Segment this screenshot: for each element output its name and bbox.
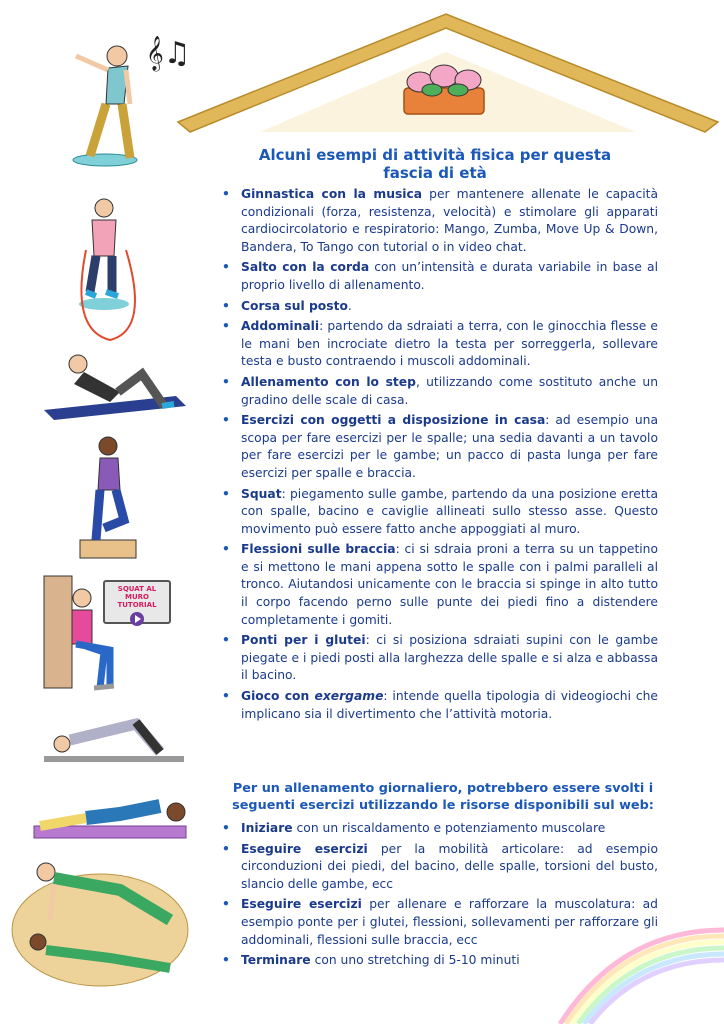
item-text: per la mobilità articolare: ad esempio circonduzioni dei piedi, del bacino, delle spalle, torsioni del busto, slancio delle gambe, ecc <box>241 841 658 891</box>
item-text: , utilizzando come sostituto anche un gradino delle scale di casa. <box>241 374 658 407</box>
list-item <box>222 632 658 685</box>
list-item <box>222 298 658 316</box>
daily-plan-list <box>222 820 658 973</box>
item-text: con un riscaldamento e potenziamento muscolare <box>292 821 606 835</box>
list-item <box>222 259 658 294</box>
item-heading: Ponti per i glutei <box>241 633 366 648</box>
list-item <box>222 486 658 539</box>
item-text: con uno stretching di 5-10 minuti <box>310 953 520 968</box>
list-item <box>222 541 658 629</box>
item-text: : intende quella tipologia di videogiochi che implicano sia il divertimento che l’attività motoria. <box>241 689 658 721</box>
item-heading-italic: exergame <box>314 689 384 704</box>
item-heading: Corsa sul posto <box>241 298 348 313</box>
pushup-icon <box>12 863 188 986</box>
item-heading: Esercizi con oggetti a disposizione in casa <box>241 413 546 428</box>
list-item <box>222 186 658 256</box>
item-heading: Salto con la corda <box>241 260 370 275</box>
item-heading: Ginnastica con la musica <box>241 187 423 201</box>
item-text: : partendo da sdraiati a terra, con le ginocchia flesse e le mani ben incrociate dietro la testa per sorreggerla, sollevare testa e busto contraendo i muscoli addominali. <box>241 319 658 369</box>
item-heading: Eseguire esercizi <box>241 841 368 856</box>
list-item <box>222 374 658 409</box>
item-text: : ci si sdraia proni a terra su un tappetino e si mettono le mani appena sotto le spalle con i palmi paralleli al tronco. Aiutandosi unicamente con le braccia si spinge in alto tutto il corpo facendo perno sulle punte dei piedi fino a distendere completamente i gomiti. <box>241 542 659 627</box>
item-text: : ad esempio una scopa per fare esercizi per le spalle; una sedia davanti a un tavolo per fare esercizi per le gambe; un pacco di pasta lunga per fare esercizi per spalle e braccia. <box>241 413 658 480</box>
squat-tutorial-video-button[interactable] <box>103 580 171 624</box>
item-text: : ci si posiziona sdraiati supini con le gambe piegate e i piedi posti alla larghezza delle spalle e si alza e abbassa il bacino. <box>241 633 659 683</box>
item-heading: Flessioni sulle braccia <box>241 542 396 557</box>
glute-bridge-icon <box>44 722 184 762</box>
item-heading: Allenamento con lo step <box>241 374 416 389</box>
item-heading: Terminare <box>241 953 311 968</box>
list-item <box>222 688 658 723</box>
item-heading: Gioco con <box>241 689 315 704</box>
list-item <box>222 318 658 371</box>
item-text: per mantenere allenate le capacità condizionali (forza, resistenza, velocità) e stimolare gli apparati cardiocircolatorio e respiratorio: Mango, Zumba, Move Up & Down, Bandera, To Tango con tutorial o in video chat. <box>241 187 658 254</box>
daily-intro: Per un allenamento giornaliero, potrebbero essere svolti i seguenti esercizi utilizzando le risorse disponibili sul web: <box>232 781 654 813</box>
item-heading: Iniziare <box>241 821 293 835</box>
item-text: per allenare e rafforzare la muscolatura: ad esempio ponte per i glutei, flessioni, sollevamenti per rafforzare gli addominali, flessioni sulle braccia, ecc <box>241 897 658 947</box>
item-text: : piegamento sulle gambe, partendo da una posizione eretta con spalle, bacino e caviglie allineati sullo stesso asse. Questo movimento può essere fatto anche appoggiati al muro. <box>241 486 658 536</box>
house-roof-illustration <box>0 0 724 140</box>
tutorial-label: SQUAT AL MURO TUTORIAL <box>117 585 157 609</box>
list-item <box>222 820 658 838</box>
activities-list <box>222 186 658 726</box>
music-notes-icon: 𝄞♫ <box>146 36 191 71</box>
play-icon <box>130 612 144 626</box>
item-text: . <box>347 298 352 313</box>
jump-rope-icon <box>79 199 135 340</box>
flower-box-icon <box>404 65 484 114</box>
list-item <box>222 412 658 482</box>
crunch-icon <box>44 355 186 420</box>
list-item <box>222 896 658 949</box>
item-text: con un’intensità e durata variabile in base al proprio livello di allenamento. <box>241 260 658 292</box>
step-icon <box>80 437 136 558</box>
page-title: Alcuni esempi di attività fisica per questa fascia di età <box>258 146 612 182</box>
item-heading: Eseguire esercizi <box>241 897 362 912</box>
plank-icon <box>34 803 186 838</box>
list-item <box>222 952 658 970</box>
list-item <box>222 841 658 894</box>
item-heading: Addominali <box>241 319 320 334</box>
item-heading: Squat <box>241 486 282 501</box>
